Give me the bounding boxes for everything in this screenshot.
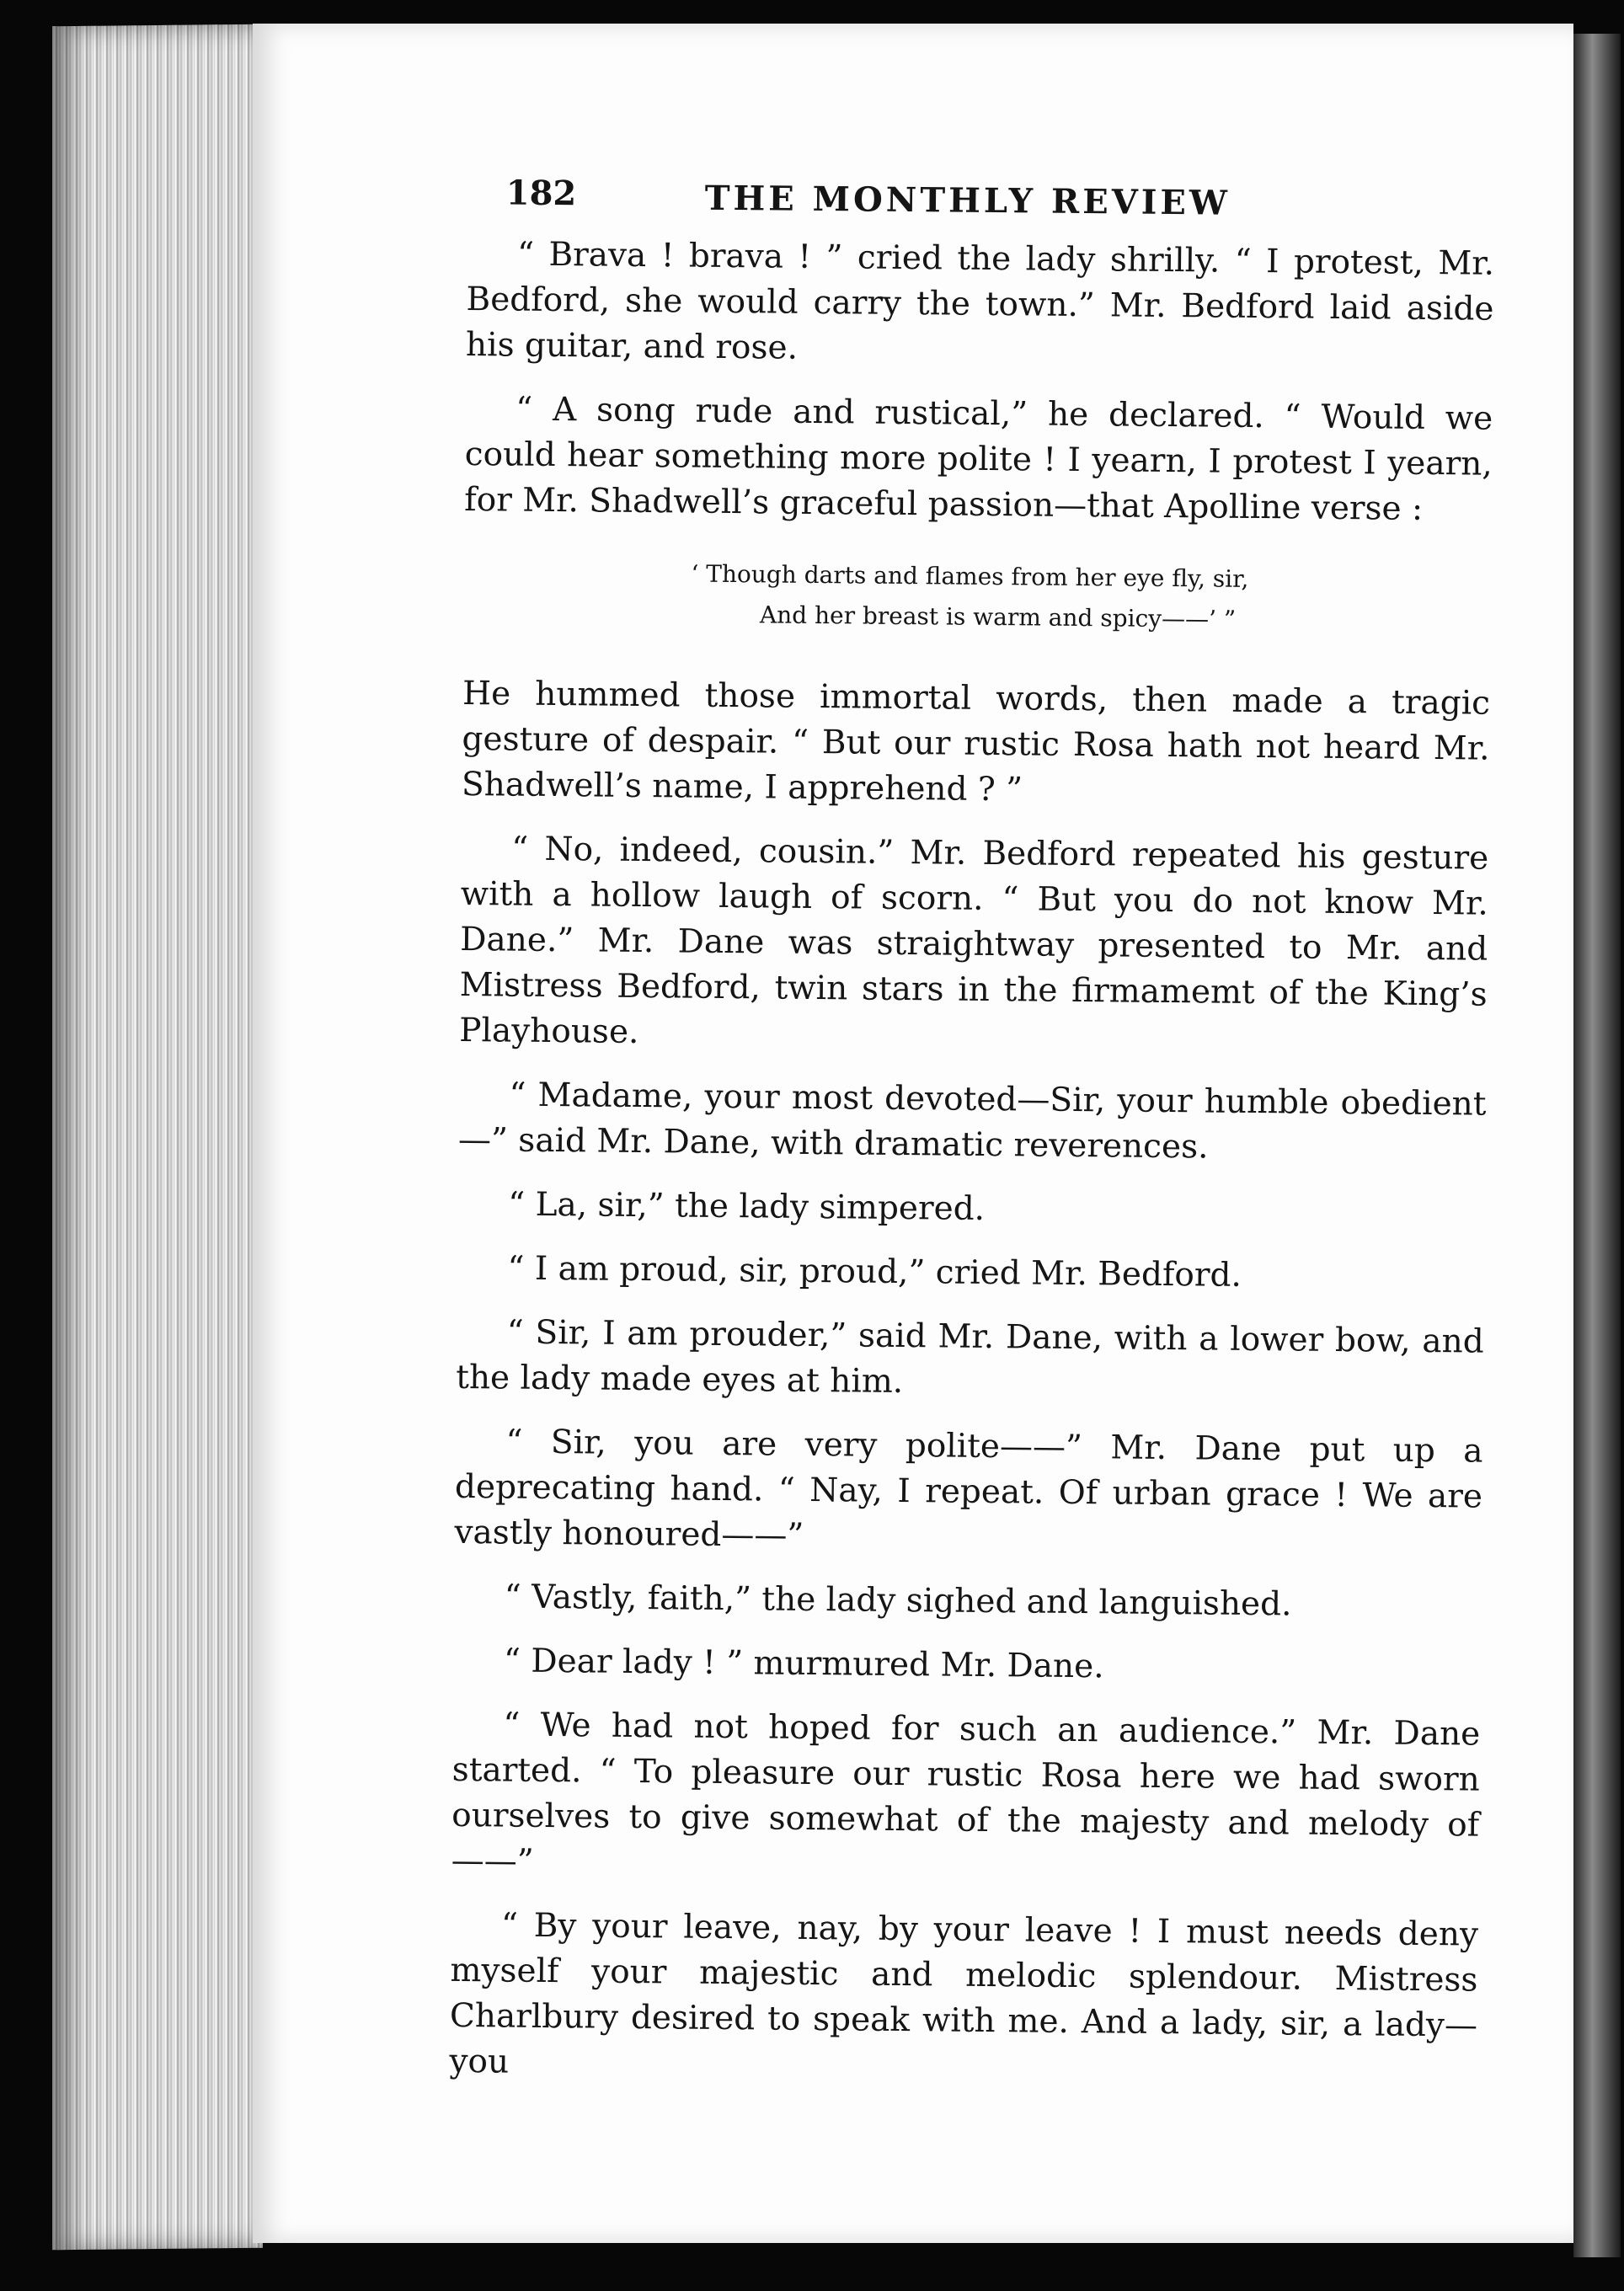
paragraph: “ We had not hoped for such an audience.” Mr. Dane started. “ To pleasure our rustic Rosa here we had sworn ourselves to give somewhat of the majesty and melody of——” xyxy=(451,1706,1481,1881)
paragraph: “ Sir, you are very polite——” Mr. Dane put up a deprecating hand. “ Nay, I repeat. Of urban grace ! We are vastly honoured——” xyxy=(454,1423,1483,1555)
verse-line: And her breast is warm and spicy——’ ” xyxy=(759,601,1237,633)
paragraph: “ La, sir,” the lady simpered. xyxy=(508,1185,986,1228)
paragraph: “ Brava ! brava ! ” cried the lady shrilly. “ I protest, Mr. Bedford, she would carry the town.” Mr. Bedford laid aside his guitar, and rose. xyxy=(465,235,1495,367)
verse-quote xyxy=(463,552,1492,643)
paragraph: “ Madame, your most devoted—Sir, your humble obedient—” said Mr. Dane, with dramatic reverences. xyxy=(457,1076,1487,1167)
paragraph: “ Sir, I am prouder,” said Mr. Dane, with a lower bow, and the lady made eyes at him. xyxy=(456,1313,1484,1402)
paragraph: “ A song rude and rustical,” he declared. “ Would we could hear something more polite ! I yearn, I protest I yearn, for Mr. Shadwell’s graceful passion—that Apolline verse : xyxy=(464,390,1493,528)
paragraph: “ No, indeed, cousin.” Mr. Bedford repeated his gesture with a hollow laugh of scorn. “ But you do not know Mr. Dane.” Mr. Dane was straightway presented to Mr. and Mistress Bedford, twin stars in the firmamemt of the King’s Playhouse. xyxy=(459,830,1489,1051)
paragraph: “ I am proud, sir, proud,” cried Mr. Bedford. xyxy=(507,1249,1242,1295)
page-number: 182 xyxy=(505,173,577,214)
page-stack-edges xyxy=(52,24,263,2251)
running-title: THE MONTHLY REVIEW xyxy=(704,178,1231,223)
paragraph: “ Vastly, faith,” the lady sighed and languished. xyxy=(504,1578,1292,1624)
book-spine xyxy=(1573,34,1621,2257)
running-head xyxy=(467,173,1495,242)
paragraph: “ By your leave, nay, by your leave ! I must needs deny myself your majestic and melodic splendour. Mistress Charlbury desired to speak with me. And a lady, sir, a lady—you xyxy=(449,1906,1479,2081)
verse-line: ‘ Though darts and flames from her eye fly, sir, xyxy=(691,559,1249,593)
paragraph: “ Dear lady ! ” murmured Mr. Dane. xyxy=(503,1642,1104,1686)
page-content xyxy=(449,173,1495,2113)
paragraph: He hummed those immortal words, then made a tragic gesture of despair. “ But our rustic Rosa hath not heard Mr. Shadwell’s name, I apprehend ? ” xyxy=(461,674,1491,809)
